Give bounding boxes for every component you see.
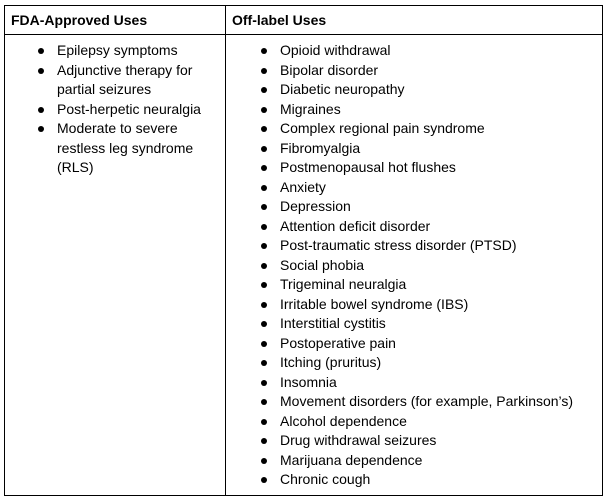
list-item: Adjunctive therapy for partial seizures	[57, 61, 224, 100]
list-item: Complex regional pain syndrome	[280, 119, 601, 139]
list-item: Bipolar disorder	[280, 61, 601, 81]
fda-approved-cell	[5, 35, 226, 496]
list-item: Post-traumatic stress disorder (PTSD)	[280, 236, 601, 256]
list-item: Depression	[280, 197, 601, 217]
off-label-cell	[226, 35, 603, 496]
header-off-label: Off-label Uses	[226, 6, 603, 35]
list-item: Drug withdrawal seizures	[280, 431, 601, 451]
list-item: Interstitial cystitis	[280, 314, 601, 334]
fda-approved-list	[6, 41, 224, 178]
list-item: Diabetic neuropathy	[280, 80, 601, 100]
list-item: Irritable bowel syndrome (IBS)	[280, 295, 601, 315]
list-item: Moderate to severe restless leg syndrome (RLS)	[57, 119, 224, 178]
off-label-list	[227, 41, 601, 490]
header-row	[5, 6, 603, 35]
uses-table	[4, 5, 603, 496]
list-item: Social phobia	[280, 256, 601, 276]
list-item: Opioid withdrawal	[280, 41, 601, 61]
list-item: Fibromyalgia	[280, 139, 601, 159]
list-item: Postoperative pain	[280, 334, 601, 354]
list-item: Migraines	[280, 100, 601, 120]
list-item: Marijuana dependence	[280, 451, 601, 471]
list-item: Insomnia	[280, 373, 601, 393]
list-item: Alcohol dependence	[280, 412, 601, 432]
list-item: Postmenopausal hot flushes	[280, 158, 601, 178]
header-fda-approved: FDA-Approved Uses	[5, 6, 226, 35]
list-item: Attention deficit disorder	[280, 217, 601, 237]
content-row	[5, 35, 603, 496]
list-item: Trigeminal neuralgia	[280, 275, 601, 295]
list-item: Itching (pruritus)	[280, 353, 601, 373]
list-item: Epilepsy symptoms	[57, 41, 224, 61]
list-item: Post-herpetic neuralgia	[57, 100, 224, 120]
list-item: Chronic cough	[280, 470, 601, 490]
list-item: Anxiety	[280, 178, 601, 198]
list-item: Movement disorders (for example, Parkinson’s)	[280, 392, 601, 412]
